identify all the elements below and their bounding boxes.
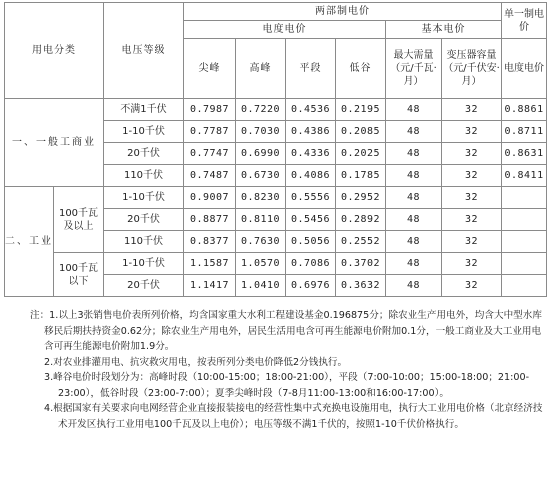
header-single-energy: 电度电价 [502,39,547,99]
cell-valley: 0.3632 [336,275,386,297]
header-energy: 电度电价 [184,21,386,39]
cell-flat: 0.4086 [286,165,336,187]
cell-flat: 0.5056 [286,231,336,253]
cell-voltage: 20千伏 [104,275,184,297]
cell-flat: 0.4536 [286,99,336,121]
cell-capacity: 32 [442,231,502,253]
cell-peak: 1.0570 [236,253,286,275]
cell-peak: 0.6990 [236,143,286,165]
note-3: 3.峰谷电价时段划分为：高峰时段（10:00-15:00；18:00-21:00），平段（7:00-10:00；15:00-18:00；21:00-23:00），低谷时段（23:00-7:00）；夏季尖峰时段（7-8月11:00-13:00和16:00-17:00）。 [44,372,530,399]
group-industrial-large: 100千瓦及以上 [54,187,104,253]
notes-section [30,308,545,432]
cell-demand: 48 [386,253,442,275]
cell-voltage: 110千伏 [104,231,184,253]
cell-valley: 0.2892 [336,209,386,231]
cell-capacity: 32 [442,187,502,209]
header-transformer: 变压器容量（元/千伏安·月） [442,39,502,99]
cell-valley: 0.2952 [336,187,386,209]
cell-demand: 48 [386,231,442,253]
header-two-part: 两部制电价 [184,3,502,21]
cell-voltage: 1-10千伏 [104,253,184,275]
cell-capacity: 32 [442,143,502,165]
cell-sharp: 0.8877 [184,209,236,231]
cell-sharp: 0.9007 [184,187,236,209]
cell-flat: 0.4336 [286,143,336,165]
cell-sharp: 0.8377 [184,231,236,253]
tariff-table [4,2,547,297]
cell-single [502,231,547,253]
note-2: 2.对农业排灌用电、抗灾救灾用电，按表所列分类电价降低2分钱执行。 [44,356,348,368]
cell-single [502,209,547,231]
cell-peak: 0.6730 [236,165,286,187]
cell-capacity: 32 [442,165,502,187]
cell-valley: 0.1785 [336,165,386,187]
cell-valley: 0.2085 [336,121,386,143]
cell-flat: 0.4386 [286,121,336,143]
cell-single: 0.8411 [502,165,547,187]
cell-peak: 0.7030 [236,121,286,143]
cell-peak: 0.7220 [236,99,286,121]
cell-capacity: 32 [442,209,502,231]
cell-voltage: 1-10千伏 [104,187,184,209]
cell-sharp: 0.7787 [184,121,236,143]
cell-voltage: 20千伏 [104,143,184,165]
cell-demand: 48 [386,121,442,143]
cell-demand: 48 [386,143,442,165]
cell-valley: 0.2552 [336,231,386,253]
cell-sharp: 0.7487 [184,165,236,187]
header-sharp: 尖峰 [184,39,236,99]
cell-sharp: 1.1417 [184,275,236,297]
table-row [5,187,547,209]
cell-demand: 48 [386,187,442,209]
cell-flat: 0.6976 [286,275,336,297]
cell-valley: 0.2025 [336,143,386,165]
cell-single: 0.8861 [502,99,547,121]
cell-capacity: 32 [442,275,502,297]
header-peak: 高峰 [236,39,286,99]
cell-valley: 0.3702 [336,253,386,275]
cell-sharp: 0.7747 [184,143,236,165]
cell-capacity: 32 [442,121,502,143]
cell-voltage: 不满1千伏 [104,99,184,121]
cell-voltage: 1-10千伏 [104,121,184,143]
cell-demand: 48 [386,165,442,187]
cell-capacity: 32 [442,253,502,275]
cell-voltage: 20千伏 [104,209,184,231]
cell-voltage: 110千伏 [104,165,184,187]
cell-demand: 48 [386,275,442,297]
header-flat: 平段 [286,39,336,99]
header-voltage: 电压等级 [104,3,184,99]
note-4: 4.根据国家有关要求向电网经营企业直接报装接电的经营性集中式充换电设施用电，执行大工业用电价格（北京经济技术开发区执行工业用电100千瓦及以上电价）；电压等级不满1千伏的，按照1-10千伏价格执行。 [44,403,543,430]
cell-sharp: 1.1587 [184,253,236,275]
header-category: 用电分类 [5,3,104,99]
table-row [5,253,547,275]
cell-flat: 0.5456 [286,209,336,231]
header-single-part: 单一制电价 [502,3,547,39]
cell-single: 0.8711 [502,121,547,143]
cell-flat: 0.5556 [286,187,336,209]
cell-single: 0.8631 [502,143,547,165]
cell-peak: 0.8110 [236,209,286,231]
header-basic: 基本电价 [386,21,502,39]
group-commercial: 一、一般工商业 [5,99,104,187]
group-industrial: 二、工业 [5,187,54,297]
cell-demand: 48 [386,209,442,231]
cell-flat: 0.7086 [286,253,336,275]
cell-single [502,275,547,297]
cell-demand: 48 [386,99,442,121]
note-1: 注：1.以上3张销售电价表所列价格，均含国家重大水利工程建设基金0.196875分；除农业生产用电外，均含大中型水库移民后期扶持资金0.62分；除农业生产用电外，居民生活用电含可再生能源电价附加0.1分，一般工商业及大工业用电含可再生能源电价附加1.9分。 [30,310,542,352]
cell-single [502,187,547,209]
cell-valley: 0.2195 [336,99,386,121]
cell-sharp: 0.7987 [184,99,236,121]
header-valley: 低谷 [336,39,386,99]
cell-peak: 1.0410 [236,275,286,297]
header-max-demand: 最大需量（元/千瓦·月） [386,39,442,99]
cell-peak: 0.7630 [236,231,286,253]
cell-capacity: 32 [442,99,502,121]
cell-single [502,253,547,275]
cell-peak: 0.8230 [236,187,286,209]
group-industrial-small: 100千瓦以下 [54,253,104,297]
table-row [5,99,547,121]
